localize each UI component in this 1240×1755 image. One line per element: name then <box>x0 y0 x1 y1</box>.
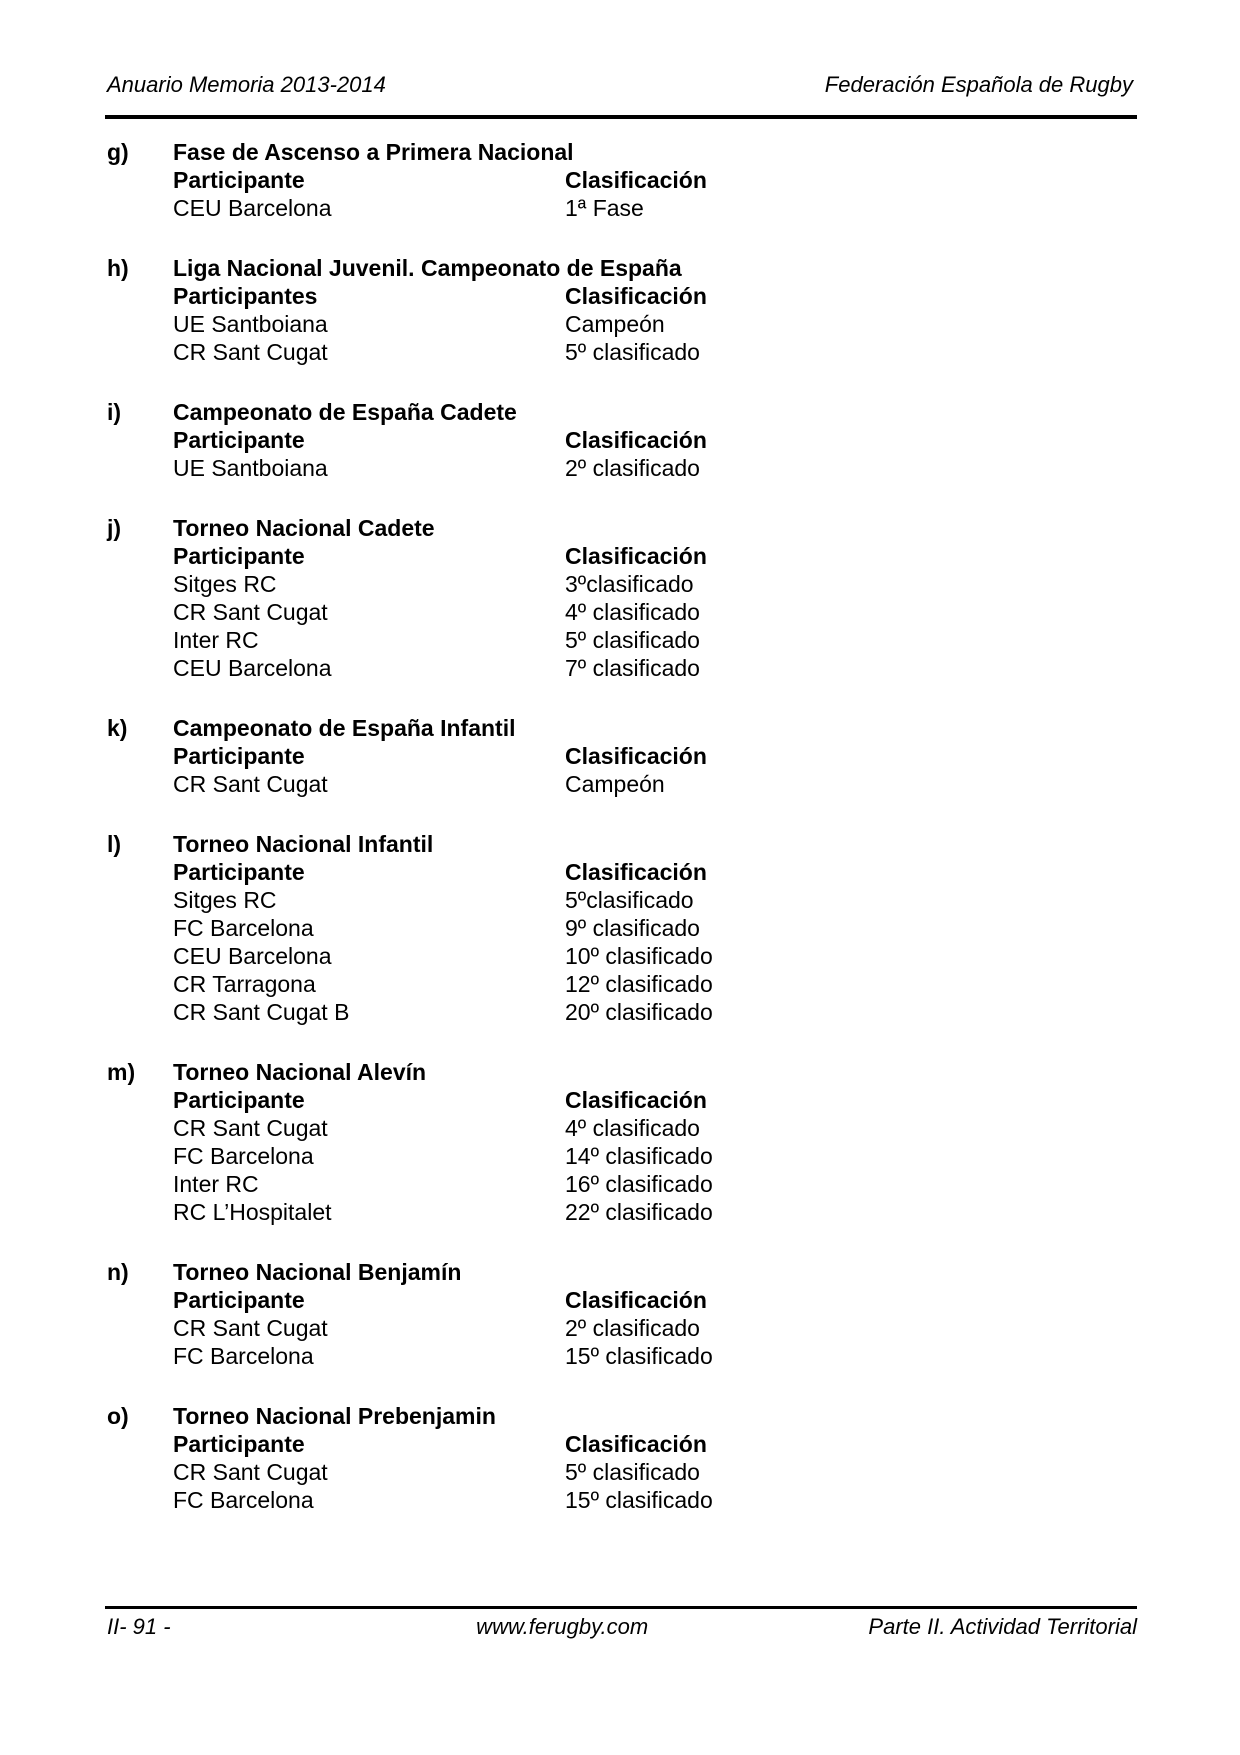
column-headers <box>173 426 1133 454</box>
classification-cell: 5º clasificado <box>565 1459 700 1485</box>
table-row <box>173 570 1133 598</box>
column-header-participant: Participantes <box>173 283 318 309</box>
classification-cell: 2º clasificado <box>565 1315 700 1341</box>
classification-cell: 20º clasificado <box>565 999 713 1025</box>
table-row <box>173 1486 1133 1514</box>
table-row <box>173 1170 1133 1198</box>
header-rule <box>105 115 1137 119</box>
table-row <box>173 1142 1133 1170</box>
column-header-participant: Participante <box>173 1287 305 1313</box>
section-label: g) <box>107 139 129 165</box>
section-label: o) <box>107 1403 129 1429</box>
classification-cell: 22º clasificado <box>565 1199 713 1225</box>
table-row <box>173 1114 1133 1142</box>
participant-cell: CR Sant Cugat <box>173 771 328 797</box>
section-body <box>173 254 1133 366</box>
section-j <box>107 514 1133 682</box>
table-row <box>173 654 1133 682</box>
column-header-participant: Participante <box>173 1431 305 1457</box>
column-header-classification: Clasificación <box>565 427 707 453</box>
classification-cell: 4º clasificado <box>565 599 700 625</box>
section-title: Torneo Nacional Alevín <box>173 1059 427 1085</box>
section-o <box>107 1402 1133 1514</box>
classification-cell: 12º clasificado <box>565 971 713 997</box>
classification-cell: 5º clasificado <box>565 339 700 365</box>
section-i <box>107 398 1133 482</box>
participant-cell: Sitges RC <box>173 887 277 913</box>
classification-cell: 5ºclasificado <box>565 887 694 913</box>
column-headers <box>173 282 1133 310</box>
section-title: Torneo Nacional Cadete <box>173 515 435 541</box>
participant-cell: CR Sant Cugat <box>173 1459 328 1485</box>
column-headers <box>173 166 1133 194</box>
column-header-classification: Clasificación <box>565 543 707 569</box>
classification-cell: 1ª Fase <box>565 195 644 221</box>
classification-cell: 16º clasificado <box>565 1171 713 1197</box>
participant-cell: CR Sant Cugat <box>173 1115 328 1141</box>
header-document-title: Anuario Memoria 2013-2014 <box>107 72 386 97</box>
participant-cell: UE Santboiana <box>173 311 328 337</box>
section-g <box>107 138 1133 222</box>
section-label: l) <box>107 831 122 857</box>
column-header-classification: Clasificación <box>565 1287 707 1313</box>
classification-cell: 14º clasificado <box>565 1143 713 1169</box>
participant-cell: Inter RC <box>173 627 259 653</box>
column-header-participant: Participante <box>173 743 305 769</box>
section-body <box>173 1402 1133 1514</box>
table-row <box>173 194 1133 222</box>
column-header-participant: Participante <box>173 1087 305 1113</box>
header-organization: Federación Española de Rugby <box>824 72 1133 97</box>
section-label: k) <box>107 715 128 741</box>
column-headers <box>173 1286 1133 1314</box>
section-title: Torneo Nacional Prebenjamin <box>173 1403 496 1429</box>
section-body <box>173 398 1133 482</box>
column-headers <box>173 542 1133 570</box>
section-label: j) <box>107 515 122 541</box>
section-title: Torneo Nacional Infantil <box>173 831 434 857</box>
page-footer <box>105 1606 1137 1641</box>
section-label: i) <box>107 399 122 425</box>
section-label: m) <box>107 1059 136 1085</box>
table-row <box>173 1342 1133 1370</box>
footer-part-label: Parte II. Actividad Territorial <box>868 1614 1137 1639</box>
section-label: h) <box>107 255 129 281</box>
section-title: Liga Nacional Juvenil. Campeonato de España <box>173 255 682 281</box>
table-row <box>173 1314 1133 1342</box>
table-row <box>173 942 1133 970</box>
column-headers <box>173 1430 1133 1458</box>
participant-cell: CR Sant Cugat <box>173 599 328 625</box>
column-header-classification: Clasificación <box>565 1087 707 1113</box>
column-header-participant: Participante <box>173 543 305 569</box>
participant-cell: FC Barcelona <box>173 915 314 941</box>
participant-cell: UE Santboiana <box>173 455 328 481</box>
classification-cell: 10º clasificado <box>565 943 713 969</box>
section-m <box>107 1058 1133 1226</box>
table-row <box>173 770 1133 798</box>
section-k <box>107 714 1133 798</box>
classification-cell: 15º clasificado <box>565 1343 713 1369</box>
page-header <box>107 72 1133 98</box>
column-header-classification: Clasificación <box>565 283 707 309</box>
participant-cell: Inter RC <box>173 1171 259 1197</box>
table-row <box>173 914 1133 942</box>
classification-cell: 2º clasificado <box>565 455 700 481</box>
classification-cell: 15º clasificado <box>565 1487 713 1513</box>
participant-cell: FC Barcelona <box>173 1343 314 1369</box>
page-content <box>107 138 1133 1546</box>
column-header-classification: Clasificación <box>565 859 707 885</box>
table-row <box>173 454 1133 482</box>
section-title: Fase de Ascenso a Primera Nacional <box>173 139 574 165</box>
classification-cell: 7º clasificado <box>565 655 700 681</box>
section-title: Campeonato de España Cadete <box>173 399 517 425</box>
section-label: n) <box>107 1259 129 1285</box>
section-body <box>173 514 1133 682</box>
section-title: Campeonato de España Infantil <box>173 715 516 741</box>
column-header-participant: Participante <box>173 427 305 453</box>
table-row <box>173 598 1133 626</box>
participant-cell: Sitges RC <box>173 571 277 597</box>
participant-cell: FC Barcelona <box>173 1487 314 1513</box>
participant-cell: CR Tarragona <box>173 971 316 997</box>
column-header-classification: Clasificación <box>565 167 707 193</box>
participant-cell: RC L’Hospitalet <box>173 1199 332 1225</box>
section-body <box>173 714 1133 798</box>
participant-cell: CR Sant Cugat B <box>173 999 350 1025</box>
participant-cell: CEU Barcelona <box>173 655 332 681</box>
table-row <box>173 1458 1133 1486</box>
column-headers <box>173 1086 1133 1114</box>
classification-cell: 4º clasificado <box>565 1115 700 1141</box>
section-title: Torneo Nacional Benjamín <box>173 1259 462 1285</box>
column-header-classification: Clasificación <box>565 743 707 769</box>
classification-cell: 5º clasificado <box>565 627 700 653</box>
column-header-participant: Participante <box>173 859 305 885</box>
table-row <box>173 970 1133 998</box>
table-row <box>173 886 1133 914</box>
section-body <box>173 1058 1133 1226</box>
classification-cell: Campeón <box>565 771 665 797</box>
participant-cell: CEU Barcelona <box>173 195 332 221</box>
section-l <box>107 830 1133 1026</box>
section-body <box>173 830 1133 1026</box>
table-row <box>173 626 1133 654</box>
section-h <box>107 254 1133 366</box>
column-header-participant: Participante <box>173 167 305 193</box>
table-row <box>173 1198 1133 1226</box>
section-body <box>173 1258 1133 1370</box>
section-n <box>107 1258 1133 1370</box>
classification-cell: 3ºclasificado <box>565 571 694 597</box>
footer-website: www.ferugby.com <box>476 1614 649 1639</box>
classification-cell: Campeón <box>565 311 665 337</box>
participant-cell: CEU Barcelona <box>173 943 332 969</box>
table-row <box>173 310 1133 338</box>
table-row <box>173 998 1133 1026</box>
participant-cell: CR Sant Cugat <box>173 339 328 365</box>
footer-row <box>105 1613 1137 1641</box>
column-headers <box>173 742 1133 770</box>
participant-cell: CR Sant Cugat <box>173 1315 328 1341</box>
classification-cell: 9º clasificado <box>565 915 700 941</box>
footer-page-number: II- 91 - <box>107 1614 171 1639</box>
column-header-classification: Clasificación <box>565 1431 707 1457</box>
column-headers <box>173 858 1133 886</box>
table-row <box>173 338 1133 366</box>
section-body <box>173 138 1133 222</box>
participant-cell: FC Barcelona <box>173 1143 314 1169</box>
